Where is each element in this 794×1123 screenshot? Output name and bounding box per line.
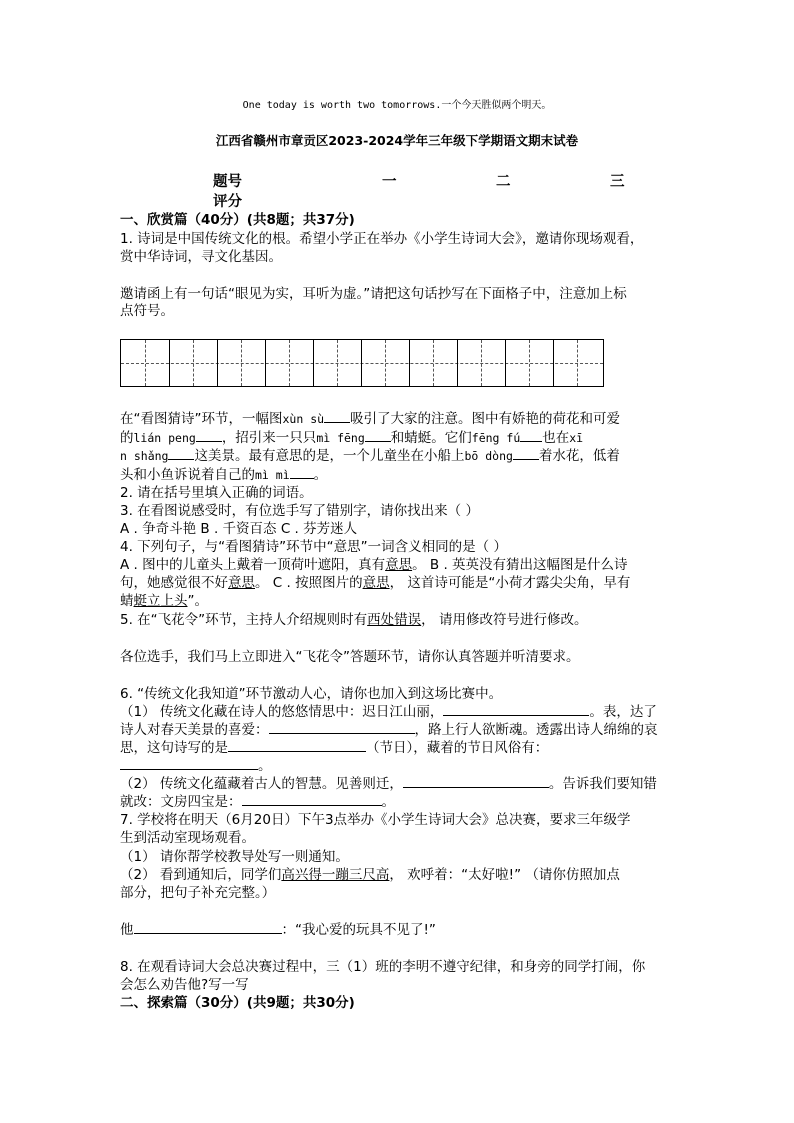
q2-stem: 2. 请在括号里填入正确的词语。 — [120, 485, 313, 501]
answer-blank[interactable] — [324, 410, 350, 423]
q5-stem: 5. 在“飞花令”环节，主持人介绍规则时有西处错误， 请用修改符号进行修改。 — [120, 612, 588, 628]
passage-line1: 在“看图猜诗”环节，一幅图xùn sù 吸引了大家的注意。图中有娇艳的荷花和可爱 — [120, 411, 621, 427]
q3-stem: 3. 在看图说感受时，有位选手写了错别字，请你找出来（ ） — [120, 503, 479, 519]
q4-stem: 4. 下列句子，与“看图猜诗”环节中“意思”一词含义相同的是（ ） — [120, 539, 507, 555]
copy-writing-grid[interactable] — [120, 339, 604, 387]
answer-blank[interactable] — [365, 429, 391, 442]
answer-blank[interactable] — [403, 775, 549, 788]
q4-option-line1: A . 图中的儿童头上戴着一顶荷叶遮阳，真有意思。 B . 英英没有猜出这幅图是什么诗 — [120, 557, 628, 573]
answer-blank[interactable] — [242, 793, 382, 806]
q7-line2: 生到活动室现场观看。 — [120, 830, 255, 846]
q6-p1-line4: 。 — [120, 757, 272, 775]
q7-p2-line2: 部分，把句子补充完整。） — [120, 885, 276, 901]
q7-p1: （1） 请你帮学校教导处写一则通知。 — [120, 849, 349, 865]
q6-p1-line2: 诗人对春天美景的喜爱： ，路上行人欲断魂。透露出诗人绵绵的哀 — [120, 722, 658, 738]
score-table-col-1: 一 — [382, 174, 397, 190]
q4-option-line2: 句，她感觉很不好意思。 C . 按照图片的意思， 这首诗可能是“小荷才露尖尖角，早有 — [120, 575, 631, 591]
q1-line3: 邀请函上有一句话“眼见为实，耳听为虚。”请把这句话抄写在下面格子中，注意加上标 — [120, 286, 627, 302]
answer-blank[interactable] — [120, 757, 258, 770]
answer-blank[interactable] — [134, 921, 282, 934]
answer-blank[interactable] — [196, 429, 222, 442]
q6-p2-line1: （2） 传统文化蕴藏着古人的智慧。见善则迁， 。告诉我们要知错 — [120, 776, 657, 792]
score-table-row2-label: 评分 — [213, 194, 242, 210]
q7-line1: 7. 学校将在明天（6月20日）下午3点举办《小学生诗词大会》总决赛，要求三年级学 — [120, 812, 631, 828]
answer-blank[interactable] — [168, 447, 194, 460]
q8-line1: 8. 在观看诗词大会总决赛过程中，三（1）班的李明不遵守纪律，和身旁的同学打闹，你 — [120, 959, 646, 975]
q1-line2: 赏中华诗词，寻文化基因。 — [120, 249, 282, 265]
section2-heading: 二、探索篇（30分）(共9题；共30分) — [120, 995, 355, 1011]
q6-p2-line2: 就改：文房四宝是： 。 — [120, 794, 395, 810]
passage-line2: 的lián peng ，招引来一只只mì fēng 和蜻蜓。它们fēng fú 也在xī — [120, 430, 584, 446]
q1-line1: 1. 诗词是中国传统文化的根。希望小学正在举办《小学生诗词大会》，邀请你现场观看， — [120, 231, 644, 247]
exam-title: 江西省赣州市章贡区2023-2024学年三年级下学期语文期末试卷 — [215, 133, 579, 148]
motto: One today is worth two tomorrows.一个今天胜似两个明天。 — [242, 100, 552, 111]
score-table-col-2: 二 — [496, 174, 511, 190]
section1-heading: 一、欣赏篇（40分）(共8题；共37分) — [120, 212, 355, 228]
answer-blank[interactable] — [269, 721, 415, 734]
q5-passage: 各位选手，我们马上立即进入“飞花令”答题环节，请你认真答题并听清要求。 — [120, 649, 580, 665]
answer-blank[interactable] — [228, 739, 366, 752]
passage-line4: 头和小鱼诉说着自己的mì mì 。 — [120, 467, 328, 483]
passage-line3: n shǎng 这美景。最有意思的是，一个儿童坐在小船上bō dòng 着水花，低着 — [120, 448, 620, 464]
q1-line4: 点符号。 — [120, 303, 174, 319]
score-table-col-3: 三 — [610, 174, 625, 190]
answer-blank[interactable] — [443, 703, 589, 716]
score-table-row1-label: 题号 — [213, 174, 242, 190]
q6-stem: 6. “传统文化我知道”环节激动人心，请你也加入到这场比赛中。 — [120, 686, 503, 702]
q3-options: A . 争奇斗艳 B . 千资百态 C . 芬芳迷人 — [120, 521, 358, 537]
q4-option-line3: 蜻蜓立上头”。 — [120, 593, 208, 609]
answer-blank[interactable] — [290, 466, 314, 479]
q8-line2: 会怎么劝告他?写一写 — [120, 977, 249, 993]
q7-p2-line1: （2） 看到通知后，同学们高兴得一蹦三尺高， 欢呼着：“太好啦!” （请你仿照加点 — [120, 867, 620, 883]
q6-p1-line1: （1） 传统文化藏在诗人的悠悠情思中：迟日江山丽， 。表，达了 — [120, 704, 657, 720]
answer-blank[interactable] — [520, 429, 542, 442]
q6-p1-line3: 思，这句诗写的是 （节日），藏着的节日风俗有： — [120, 740, 549, 756]
q7-answer-line: 他 ：“我心爱的玩具不见了!” — [120, 922, 436, 938]
answer-blank[interactable] — [513, 447, 539, 460]
